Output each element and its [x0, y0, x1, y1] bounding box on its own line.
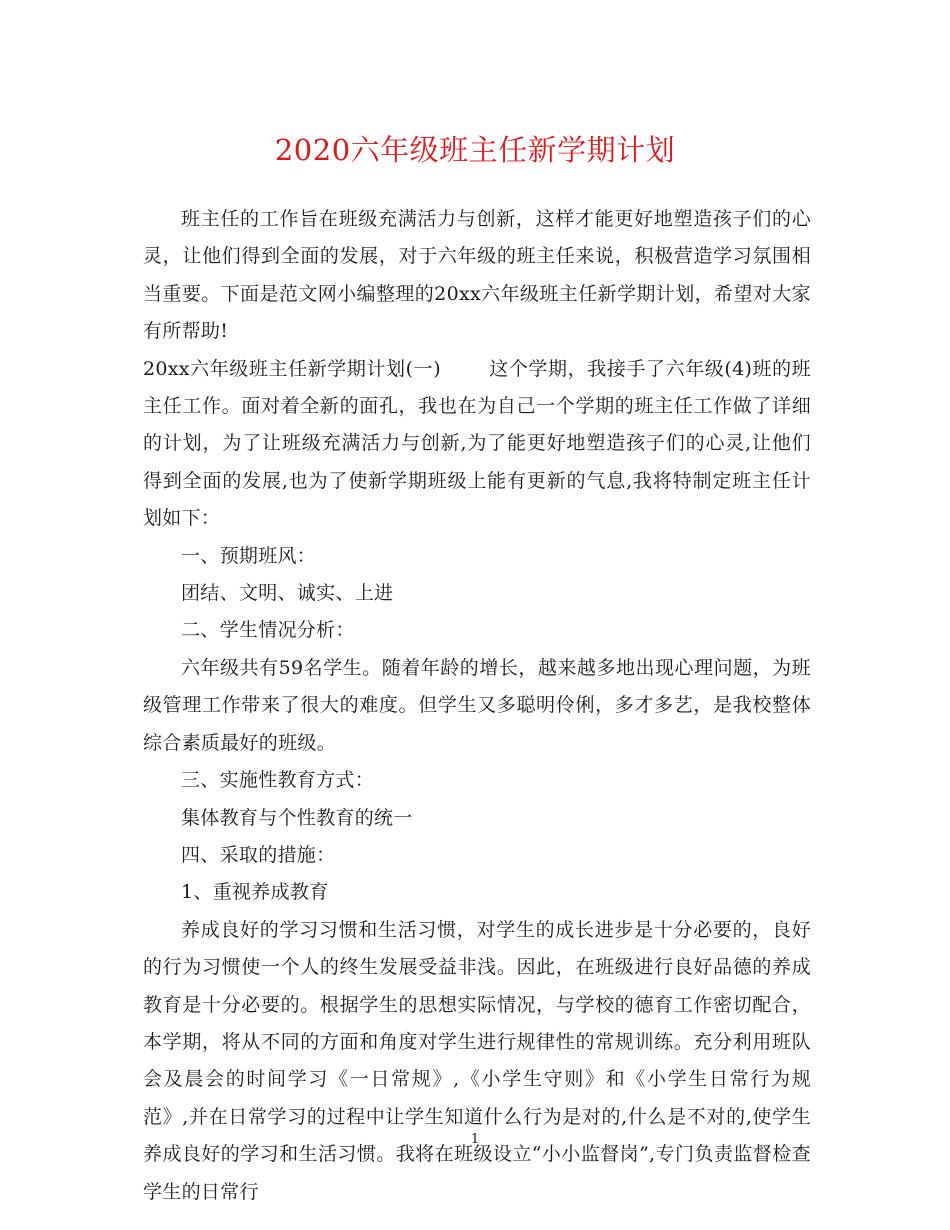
item1-heading: 1、重视养成教育 — [181, 881, 329, 904]
section3-body: 集体教育与个性教育的统一 — [181, 806, 413, 829]
section2-body: 六年级共有59名学生。随着年龄的增长，越来越多地出现心理问题，为班级管理工作带来了很大的难度。但学生又多聪明伶俐，多才多艺，是我校整体综合素质最好的班级。 — [143, 656, 811, 754]
plan-paragraph — [143, 351, 811, 538]
document-title: 2020六年级班主任新学期计划 — [274, 133, 676, 167]
document-body — [143, 201, 811, 1211]
plan-heading: 20xx六年级班主任新学期计划(一) — [143, 357, 441, 380]
section2-heading: 二、学生情况分析： — [181, 619, 355, 642]
section1-heading: 一、预期班风： — [181, 544, 317, 567]
section1-body: 团结、文明、诚实、上进 — [181, 582, 394, 605]
intro-paragraph: 班主任的工作旨在班级充满活力与创新，这样才能更好地塑造孩子们的心灵，让他们得到全面的发展，对于六年级的班主任来说，积极营造学习氛围相当重要。下面是范文网小编整理的20xx六年级班主任新学期计划，希望对大家有所帮助! — [143, 208, 811, 343]
page-number: 1 — [470, 1132, 480, 1147]
item1-body: 养成良好的学习习惯和生活习惯，对学生的成长进步是十分必要的，良好的行为习惯使一个人的终生发展受益非浅。因此，在班级进行良好品德的养成教育是十分必要的。根据学生的思想实际情况，与学校的德育工作密切配合，本学期，将从不同的方面和角度对学生进行规律性的常规训练。充分利用班队会及晨会的时间学习《一日常规》,《小学生守则》和《小学生日常行为规范》,并在日常学习的过程中让学生知道什么行为是对的,什么是不对的,使学生养成良好的学习和生活习惯。我将在班级设立“小小监督岗”,专门负责监督检查学生的日常行 — [143, 918, 811, 1203]
section3-heading: 三、实施性教育方式： — [181, 769, 375, 792]
plan-intro-text: 这个学期，我接手了六年级(4)班的班主任工作。面对着全新的面孔，我也在为自己一个学期的班主任工作做了详细的计划，为了让班级充满活力与创新,为了能更好地塑造孩子们的心灵,让他们得到全面的发展,也为了使新学期班级上能有更新的气息,我将特制定班主任计划如下： — [143, 357, 811, 530]
section4-heading: 四、采取的措施： — [181, 843, 336, 866]
